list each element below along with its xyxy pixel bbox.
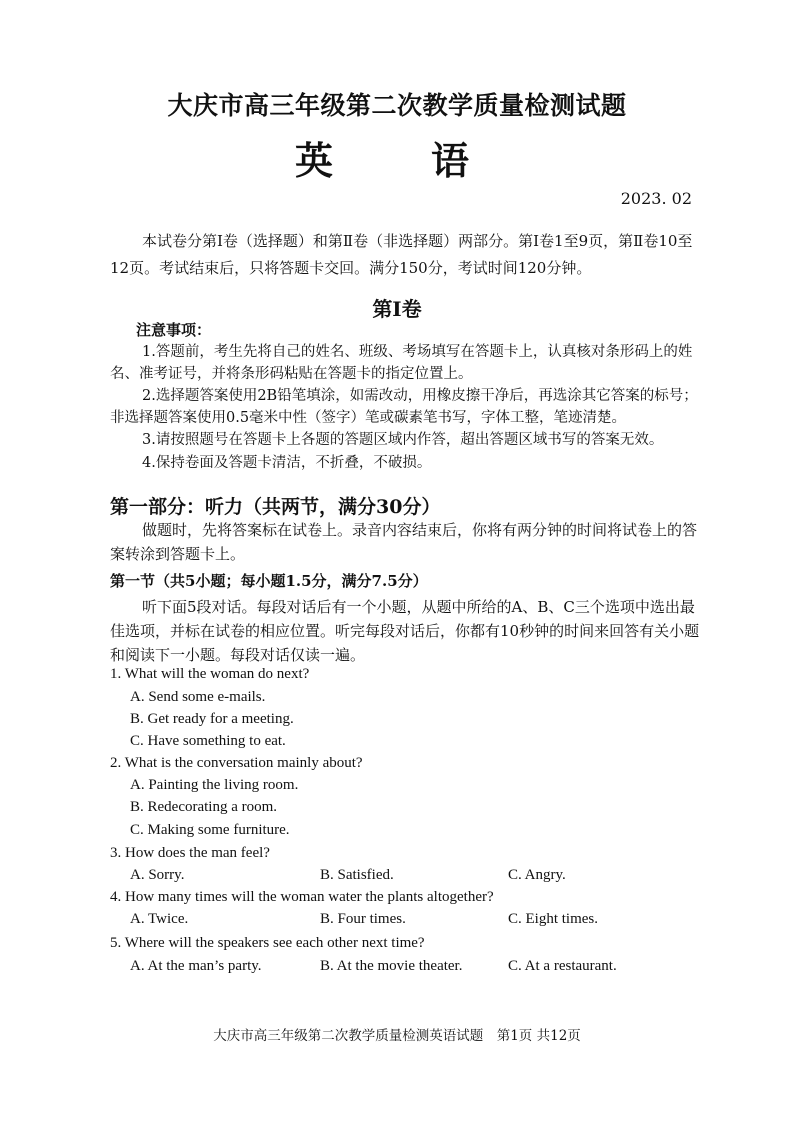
question-5-option-c: C. At a restaurant. bbox=[508, 958, 617, 974]
notice-item-1: 1.答题前，考生先将自己的姓名、班级、考场填写在答题卡上，认真核对条形码上的姓名、准考证号，并将条形码粘贴在答题卡的指定位置上。 bbox=[110, 344, 693, 382]
question-3-option-c: C. Angry. bbox=[508, 867, 566, 883]
exam-date: 2023. 02 bbox=[620, 189, 692, 208]
question-1-option-c: C. Have something to eat. bbox=[130, 733, 286, 749]
page-footer: 大庆市高三年级第二次教学质量检测英语试题 第1页 共12页 bbox=[213, 1028, 581, 1044]
question-4-option-b: B. Four times. bbox=[320, 911, 406, 927]
question-5-option-a: A. At the man’s party. bbox=[130, 958, 262, 974]
question-5-stem: 5. Where will the speakers see each other next time? bbox=[110, 935, 425, 951]
question-2-option-a: A. Painting the living room. bbox=[130, 777, 299, 793]
section1-instruction: 听下面5段对话。每段对话后有一个小题，从题中所给的A、B、C三个选项中选出最佳选项，并标在试卷的相应位置。听完每段对话后，你都有10秒钟的时间来回答有关小题和阅读下一小题。每段对话仅读一遍。 bbox=[110, 598, 700, 664]
question-1-option-b: B. Get ready for a meeting. bbox=[130, 711, 294, 727]
question-1-stem: 1. What will the woman do next? bbox=[110, 666, 310, 682]
question-5-option-b: B. At the movie theater. bbox=[320, 958, 463, 974]
volume-title: 第Ⅰ卷 bbox=[372, 297, 422, 321]
part1-instruction: 做题时，先将答案标在试卷上。录音内容结束后，你将有两分钟的时间将试卷上的答案转涂到答题卡上。 bbox=[110, 521, 698, 563]
question-3-option-a: A. Sorry. bbox=[130, 867, 185, 883]
question-4-stem: 4. How many times will the woman water the plants altogether? bbox=[110, 889, 494, 905]
question-2-stem: 2. What is the conversation mainly about? bbox=[110, 755, 363, 771]
question-2-option-b: B. Redecorating a room. bbox=[130, 799, 278, 815]
exam-title: 大庆市高三年级第二次教学质量检测试题 bbox=[167, 91, 627, 120]
question-2-option-c: C. Making some furniture. bbox=[130, 822, 290, 838]
question-4-option-a: A. Twice. bbox=[130, 911, 189, 927]
question-3-option-b: B. Satisfied. bbox=[320, 867, 394, 883]
notice-item-2: 2.选择题答案使用2B铅笔填涂，如需改动，用橡皮擦干净后，再选涂其它答案的标号；非选择题答案使用0.5毫米中性（签字）笔或碳素笔书写，字体工整，笔迹清楚。 bbox=[110, 388, 698, 426]
question-1-option-a: A. Send some e-mails. bbox=[130, 689, 266, 705]
section1-title: 第一节（共5小题；每小题1.5分，满分7.5分） bbox=[110, 572, 428, 590]
part1-title: 第一部分：听力（共两节，满分30分） bbox=[110, 496, 441, 518]
subject-title: 英 语 bbox=[294, 138, 499, 183]
question-3-stem: 3. How does the man feel? bbox=[110, 845, 270, 861]
notice-heading: 注意事项： bbox=[136, 321, 212, 339]
notice-item-4: 4.保持卷面及答题卡清洁，不折叠，不破损。 bbox=[142, 455, 432, 471]
exam-intro: 本试卷分第Ⅰ卷（选择题）和第Ⅱ卷（非选择题）两部分。第Ⅰ卷1至9页，第Ⅱ卷10至12页。考试结束后，只将答题卡交回。满分150分，考试时间120分钟。 bbox=[110, 232, 693, 277]
notice-item-3: 3.请按照题号在答题卡上各题的答题区域内作答，超出答题区域书写的答案无效。 bbox=[142, 432, 664, 448]
question-4-option-c: C. Eight times. bbox=[508, 911, 598, 927]
